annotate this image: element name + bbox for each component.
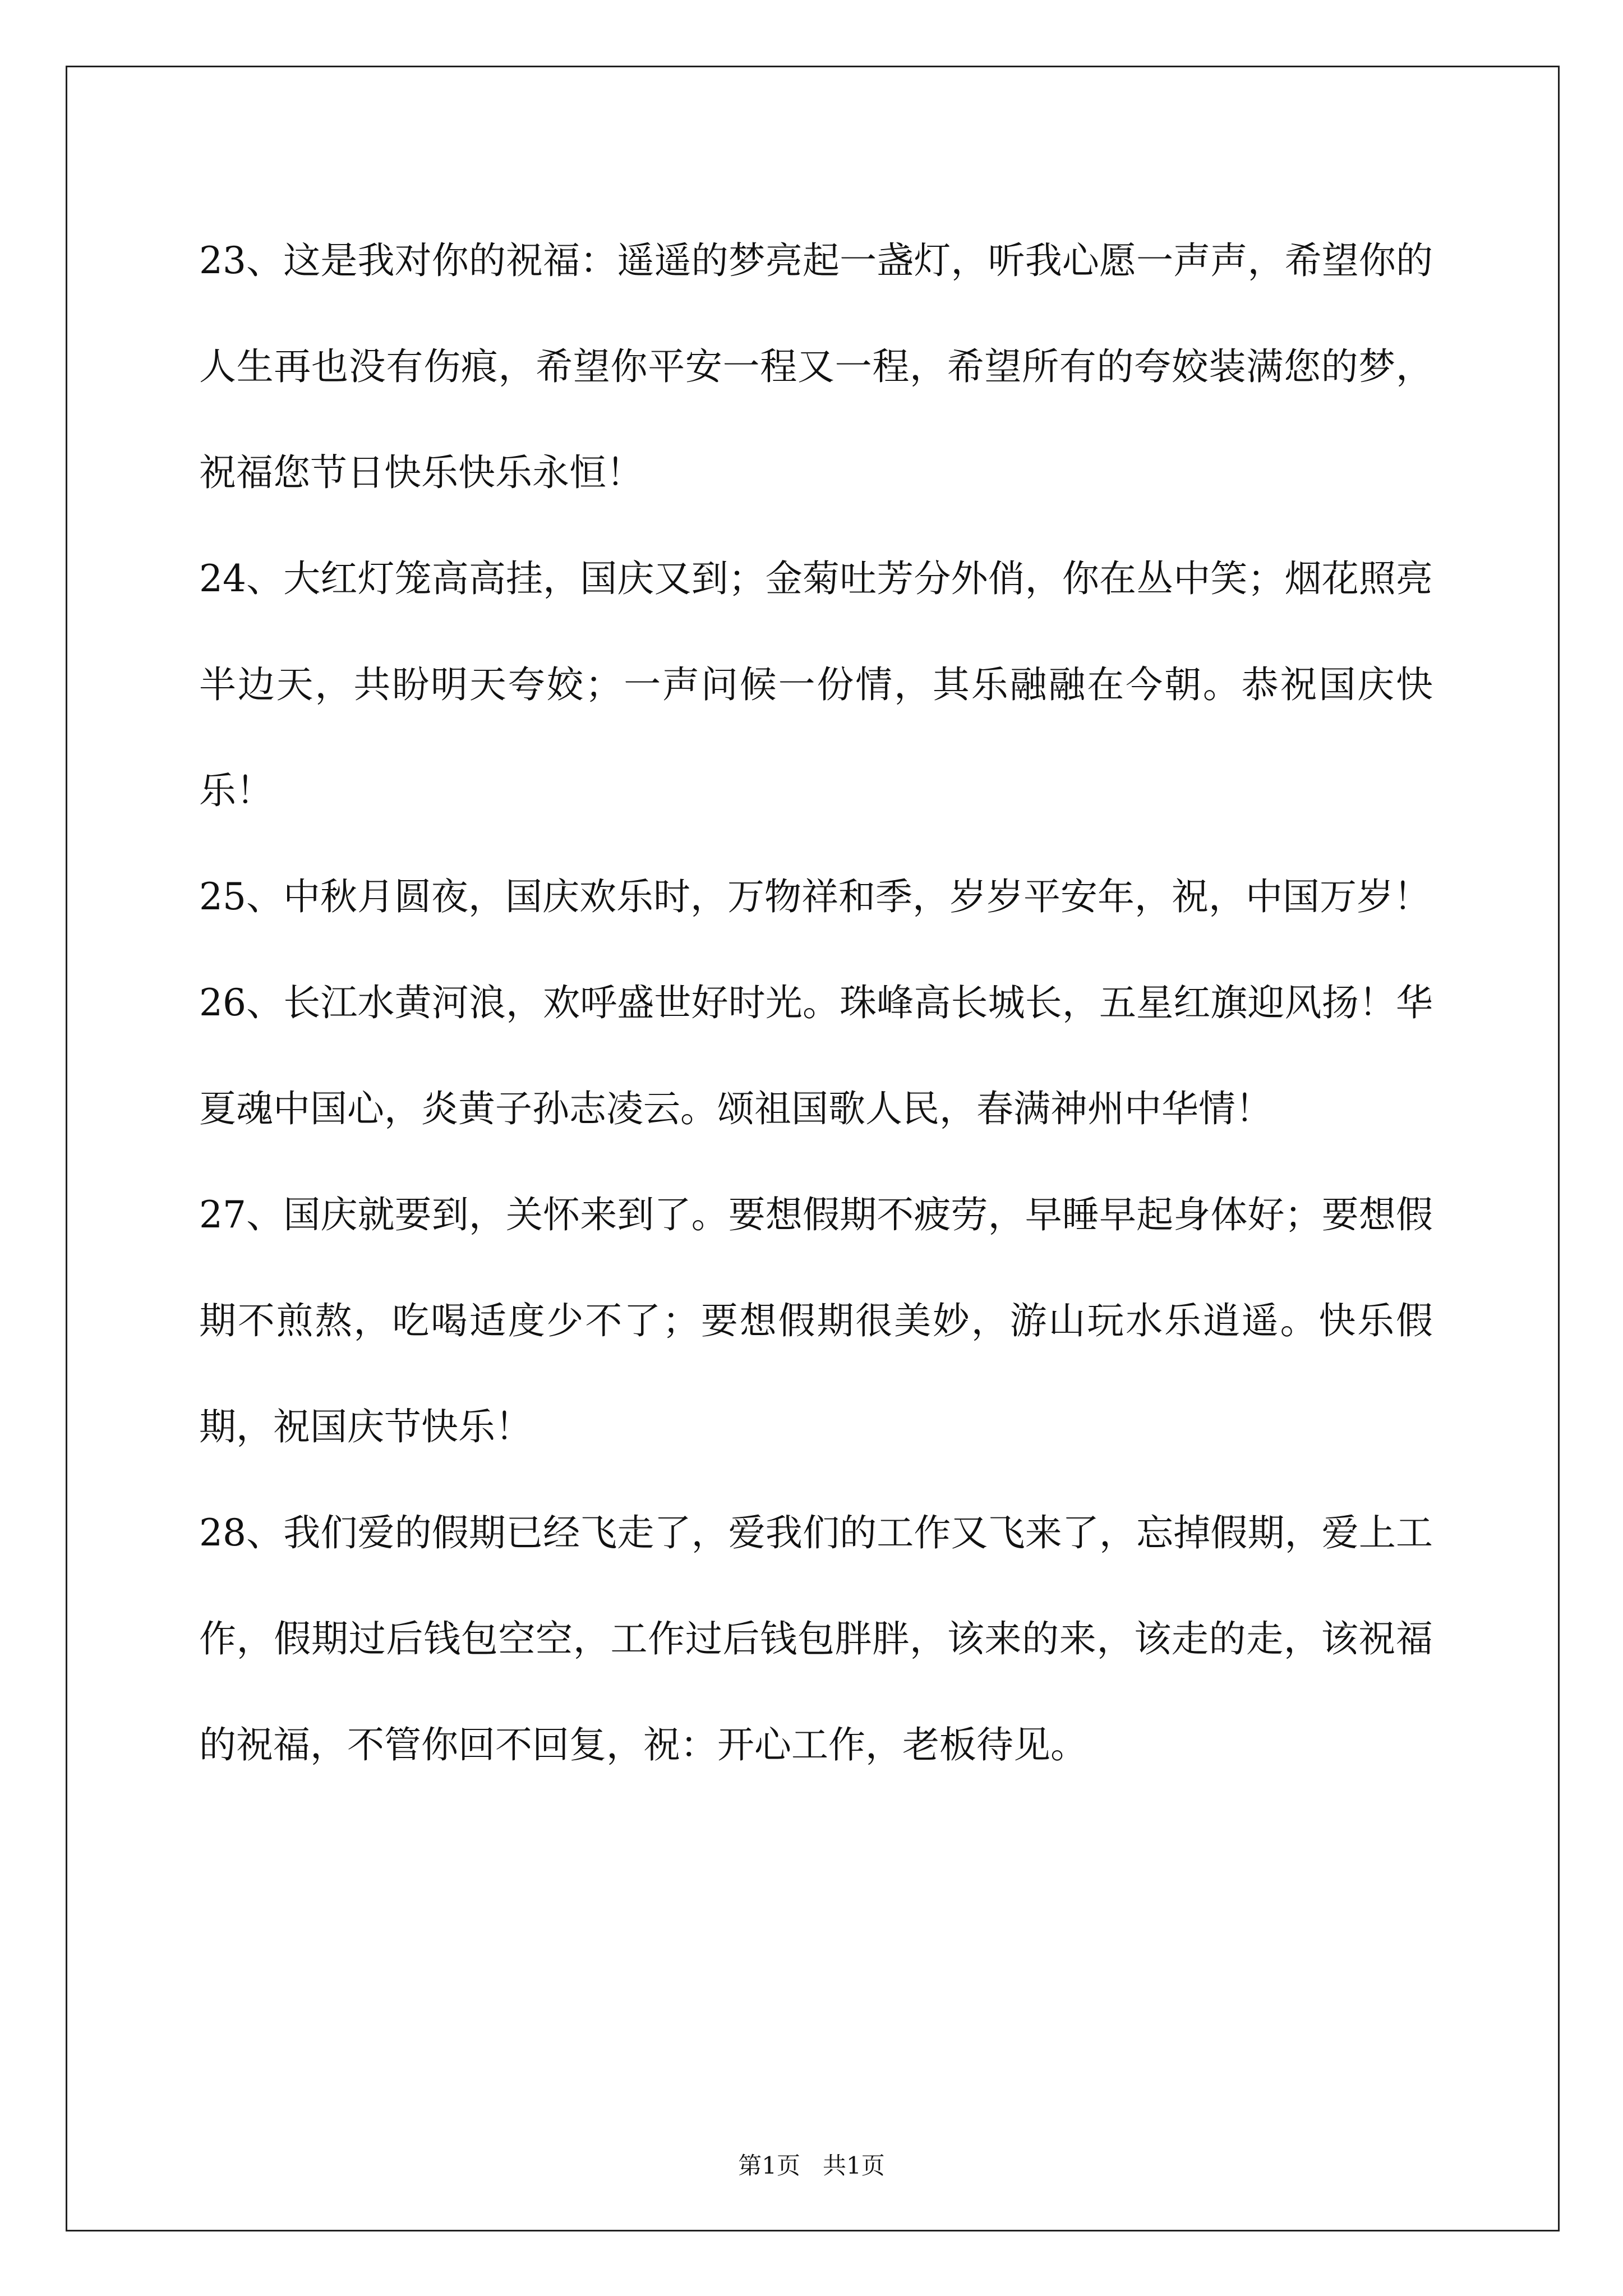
page-total: 共1页 <box>823 2152 885 2179</box>
paragraph-28: 28、我们爱的假期已经飞走了，爱我们的工作又飞来了，忘掉假期，爱上工作，假期过后钱包空空，工作过后钱包胖胖，该来的来，该走的走，该祝福的祝福，不管你回不回复，祝：开心工作，老板待见。 <box>199 1511 1433 1766</box>
document-body <box>199 208 1433 1798</box>
paragraph-26: 26、长江水黄河浪，欢呼盛世好时光。珠峰高长城长，五星红旗迎风扬！华夏魂中国心，炎黄子孙志凌云。颂祖国歌人民，春满神州中华情！ <box>199 981 1433 1130</box>
page-footer <box>0 2147 1623 2181</box>
paragraph-27: 27、国庆就要到，关怀来到了。要想假期不疲劳，早睡早起身体好；要想假期不煎熬，吃喝适度少不了；要想假期很美妙，游山玩水乐逍遥。快乐假期，祝国庆节快乐！ <box>199 1193 1433 1448</box>
paragraph-23: 23、这是我对你的祝福：遥遥的梦亮起一盏灯，听我心愿一声声，希望你的人生再也没有伤痕，希望你平安一程又一程，希望所有的夸姣装满您的梦，祝福您节日快乐快乐永恒！ <box>199 239 1433 494</box>
paragraph-24: 24、大红灯笼高高挂，国庆又到；金菊吐芳分外俏，你在丛中笑；烟花照亮半边天，共盼明天夸姣；一声问候一份情，其乐融融在今朝。恭祝国庆快乐！ <box>199 557 1433 812</box>
page-number: 第1页 <box>738 2152 800 2179</box>
paragraph-25: 25、中秋月圆夜，国庆欢乐时，万物祥和季，岁岁平安年，祝，中国万岁！ <box>199 875 1431 918</box>
